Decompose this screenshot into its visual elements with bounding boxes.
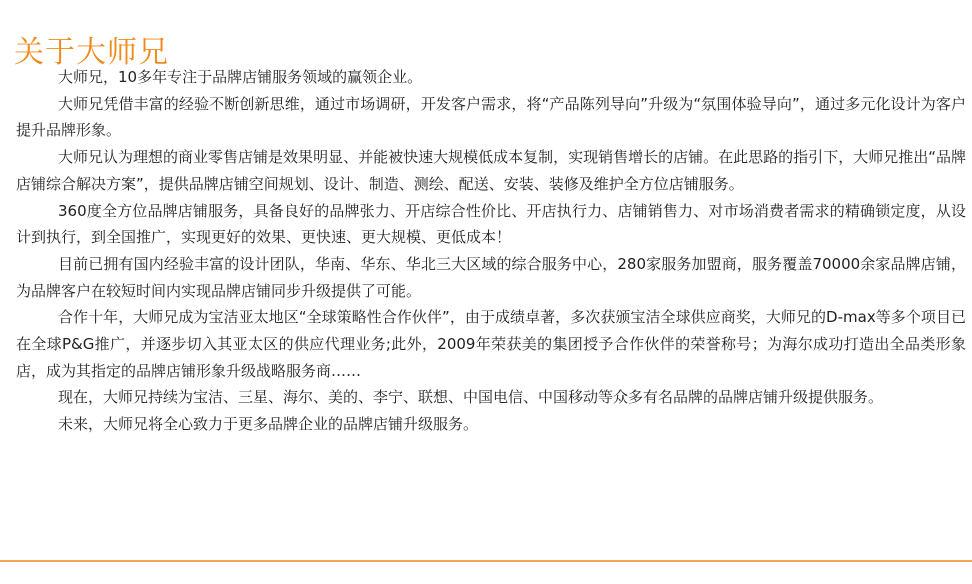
paragraph-experience: 大师兄凭借丰富的经验不断创新思维，通过市场调研，开发客户需求，将“产品陈列导向”升级为“氛围体验导向”，通过多元化设计为客户提升品牌形象。 <box>16 94 966 140</box>
paragraph-clients: 现在，大师兄持续为宝洁、三星、海尔、美的、李宁、联想、中国电信、中国移动等众多有名品牌的品牌店铺升级提供服务。 <box>58 388 884 407</box>
paragraph-future: 未来，大师兄将全心致力于更多品牌企业的品牌店铺升级服务。 <box>58 415 479 434</box>
about-body <box>16 64 966 438</box>
page-title: 关于大师兄 <box>14 35 169 71</box>
bottom-divider <box>0 560 972 562</box>
paragraph-service: 360度全方位品牌店铺服务，具备良好的品牌张力、开店综合性价比、开店执行力、店铺销售力、对市场消费者需求的精确锁定度，从设计到执行，到全国推广，实现更好的效果、更快速、更大规模、更低成本！ <box>16 201 966 247</box>
paragraph-intro: 大师兄，10多年专注于品牌店铺服务领域的赢领企业。 <box>58 68 423 86</box>
paragraph-philosophy: 大师兄认为理想的商业零售店铺是效果明显、并能被快速大规模低成本复制，实现销售增长的店铺。在此思路的指引下，大师兄推出“品牌店铺综合解决方案”，提供品牌店铺空间规划、设计、制造、测绘、配送、安装、装修及维护全方位店铺服务。 <box>16 148 966 193</box>
paragraph-partnership: 合作十年，大师兄成为宝洁亚太地区“全球策略性合作伙伴”，由于成绩卓著，多次获颁宝洁全球供应商奖，大师兄的D-max等多个项目已在全球P&G推广，并逐步切入其亚太区的供应代理业务;此外，2009年荣获美的集团授予合作伙伴的荣誉称号；为海尔成功打造出全品类形象店，成为其指定的品牌店铺形象升级战略服务商…… <box>16 308 966 380</box>
paragraph-team: 目前已拥有国内经验丰富的设计团队，华南、华东、华北三大区域的综合服务中心，280家服务加盟商，服务覆盖70000余家品牌店铺，为品牌客户在较短时间内实现品牌店铺同步升级提供了可能。 <box>16 254 966 300</box>
